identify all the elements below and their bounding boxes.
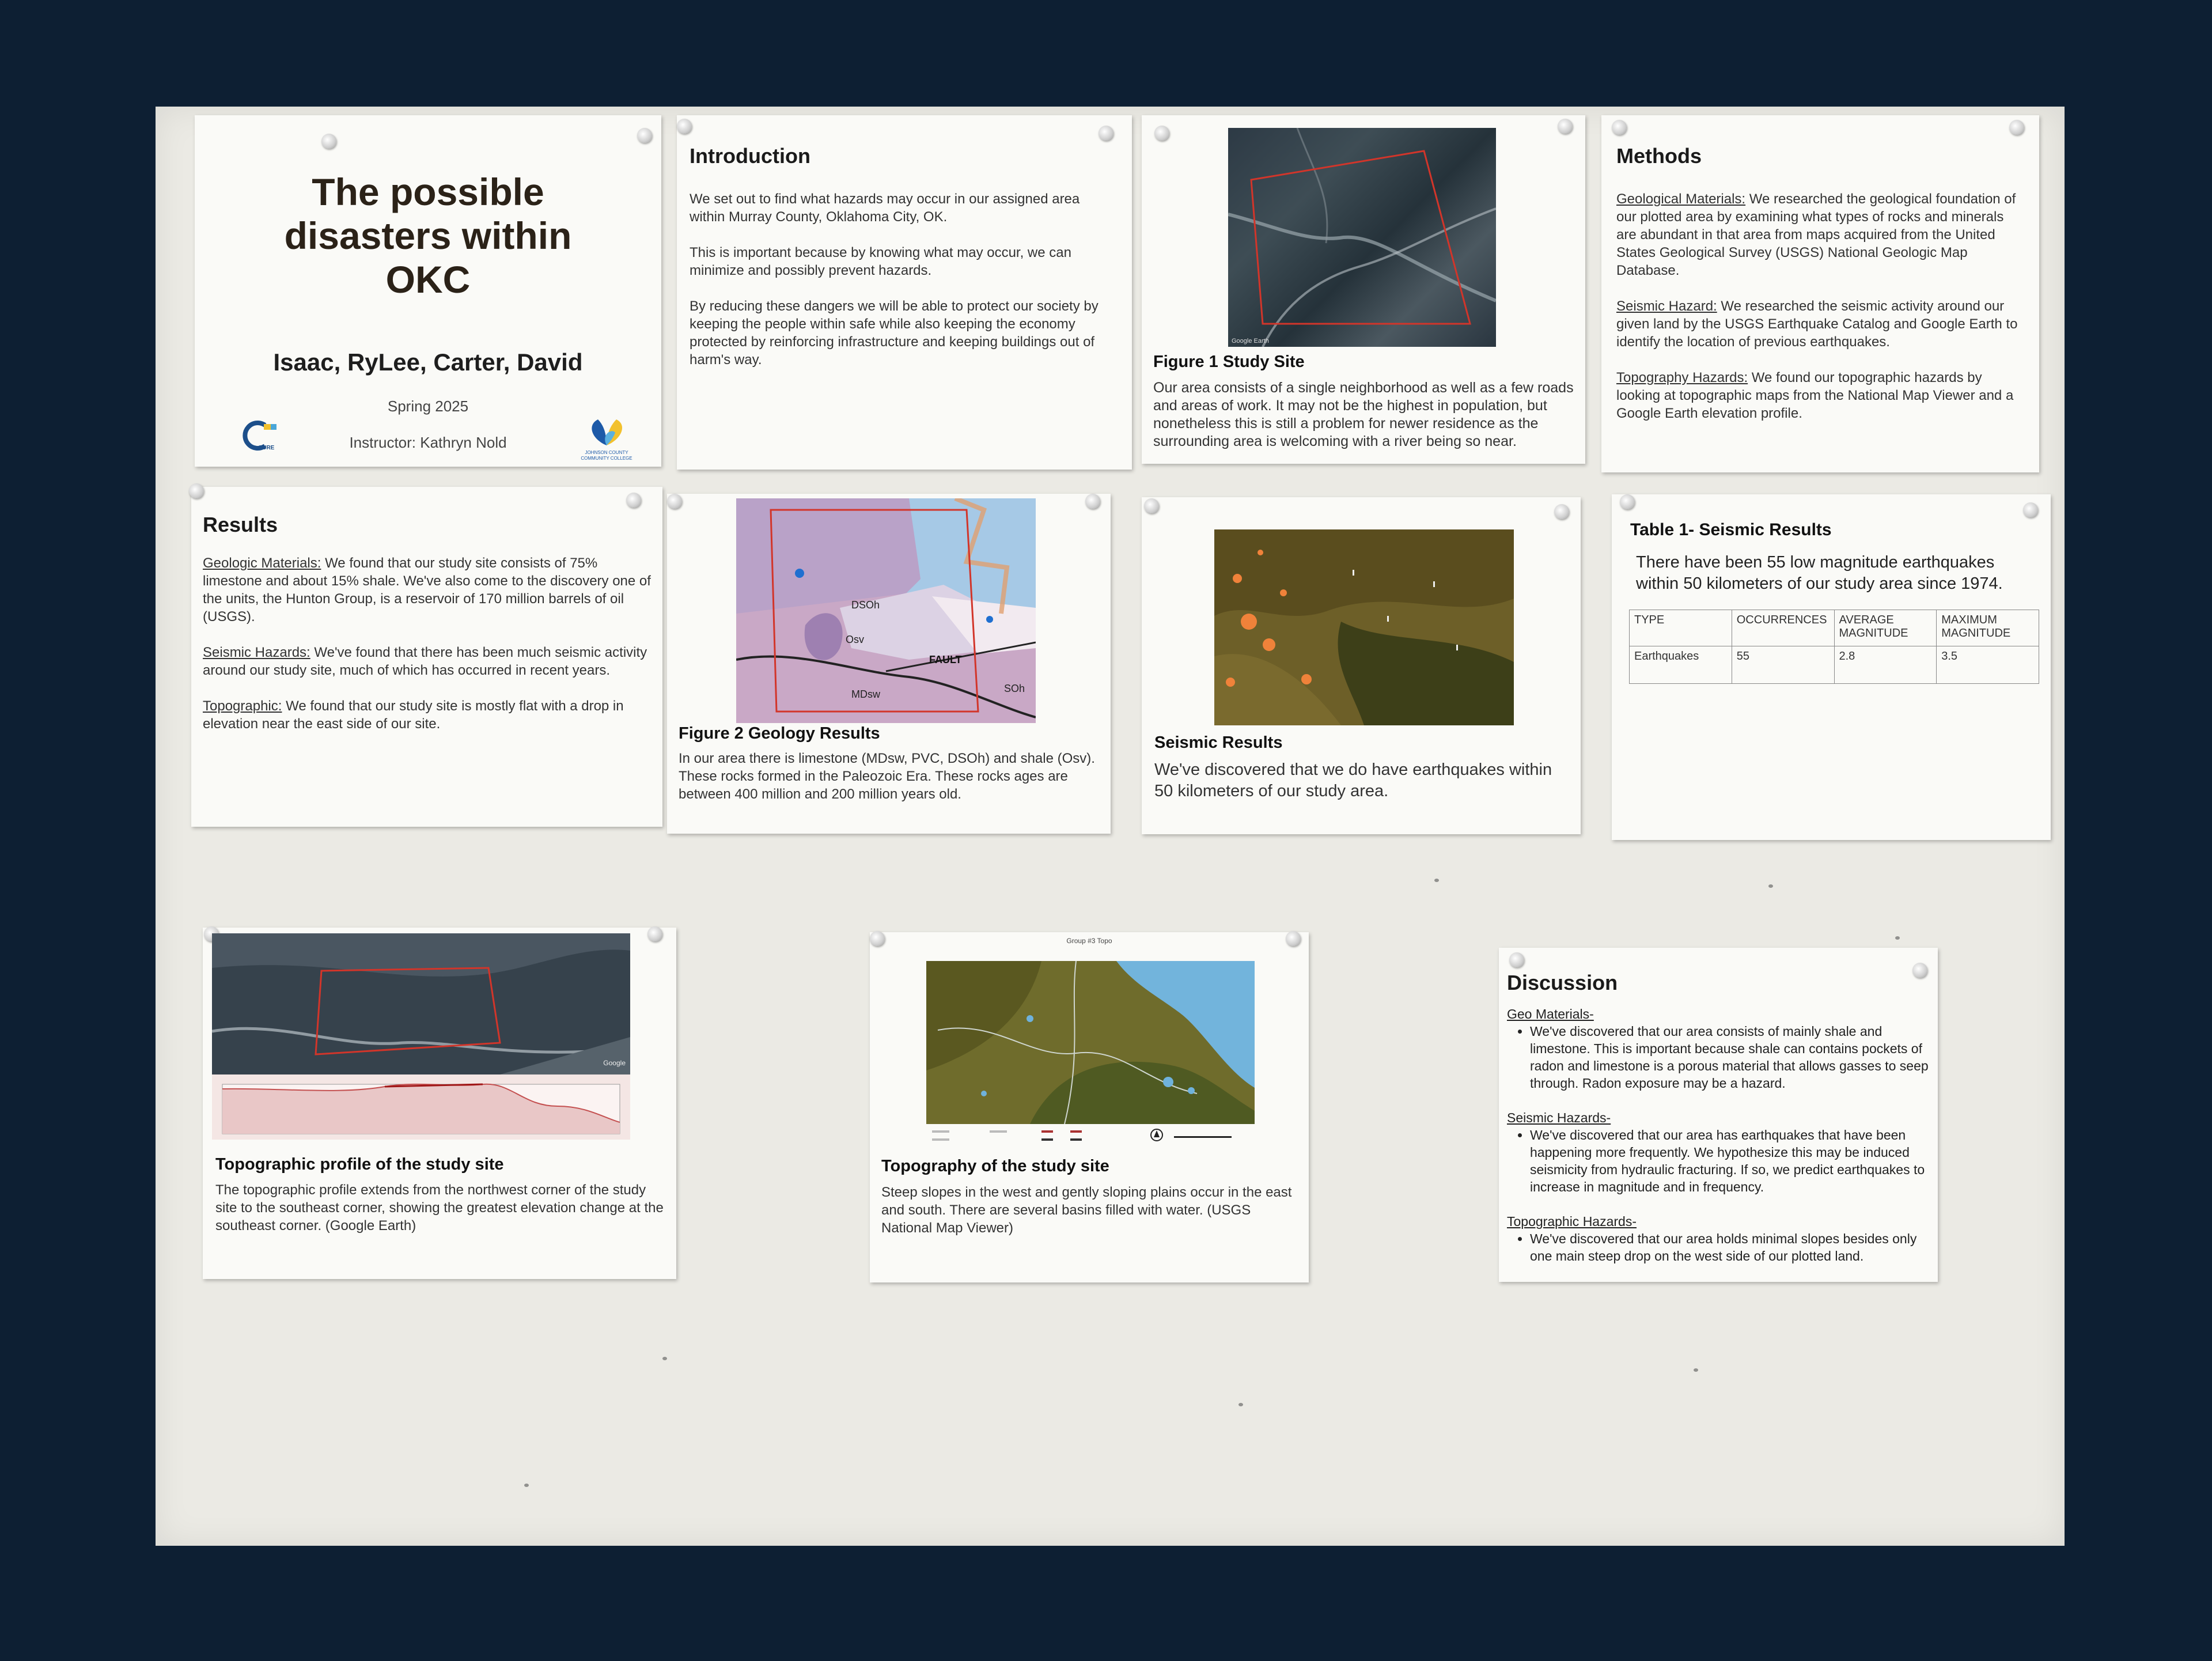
seismic-figure-card <box>1142 497 1581 834</box>
table-header-cell: OCCURRENCES <box>1732 610 1834 646</box>
study-site-satellite-image <box>1228 128 1496 347</box>
discussion-card <box>1499 948 1938 1282</box>
discussion-seismic-list <box>1507 1126 1933 1195</box>
push-pin <box>667 494 682 509</box>
methods-heading: Methods <box>1616 144 1702 168</box>
figure2-title: Figure 2 Geology Results <box>679 724 880 743</box>
figure2-caption: In our area there is limestone (MDsw, PVC, DSOh) and shale (Osv). These rocks formed in the Paleozoic Era. These rocks ages are between 400 million and 200 million years old. <box>679 751 1095 802</box>
board-speck <box>1768 884 1773 888</box>
authors: Isaac, RyLee, Carter, David <box>273 349 583 376</box>
table1-title: Table 1- Seismic Results <box>1630 520 1832 539</box>
push-pin <box>1099 126 1113 141</box>
map-watermark: Google Earth <box>1232 338 1269 345</box>
figure1-card <box>1142 115 1585 464</box>
topo-profile-title: Topographic profile of the study site <box>215 1155 504 1174</box>
topo-profile-caption: The topographic profile extends from the northwest corner of the study site to the southeast corner, showing the greatest elevation change at the southeast corner. (Google Earth) <box>215 1182 664 1234</box>
topography-map-image <box>926 961 1255 1124</box>
push-pin <box>1154 126 1169 141</box>
discussion-seismic-label: Seismic Hazards- <box>1507 1110 1611 1125</box>
geology-map-image <box>736 498 1036 723</box>
board-speck <box>1238 1403 1243 1406</box>
results-geologic-paragraph <box>203 554 652 626</box>
results-topographic-paragraph <box>203 697 652 733</box>
discussion-topographic-label: Topographic Hazards- <box>1507 1214 1637 1229</box>
introduction-paragraph: By reducing these dangers we will be able to protect our society by keeping the people within safe while also keeping the economy protected by reinforcing infrastructure and keeping buildings out of harm's way. <box>690 298 1099 368</box>
introduction-paragraph: We set out to find what hazards may occur in our assigned area within Murray County, Oklahoma City, OK. <box>690 191 1080 225</box>
college-logo <box>572 417 641 463</box>
map-watermark: Google <box>603 1059 626 1067</box>
push-pin <box>1612 120 1627 135</box>
push-pin <box>1558 119 1573 134</box>
results-geologic-label: Geologic Materials: <box>203 555 321 571</box>
push-pin <box>1554 504 1569 519</box>
push-pin <box>2023 502 2038 517</box>
board-speck <box>524 1484 529 1487</box>
results-topographic-label: Topographic: <box>203 698 282 714</box>
results-geologic-text: We found that our study site consists of 75% limestone and about 15% shale. We've also come to the discovery one of the units, the Hunton Group, is a reservoir of 170 million barrels of oil (USGS). <box>203 555 651 625</box>
push-pin <box>1144 498 1159 513</box>
table-header-cell: TYPE <box>1630 610 1732 646</box>
poster-title <box>195 170 661 301</box>
push-pin <box>1912 963 1927 978</box>
discussion-heading: Discussion <box>1507 971 1618 994</box>
table-header-cell: MAXIMUM MAGNITUDE <box>1937 610 2039 646</box>
methods-topography-text: We found our topographic hazards by looking at topographic maps from the National Map Viewer and a Google Earth elevation profile. <box>1616 370 2014 421</box>
methods-seismic-paragraph <box>1616 297 2025 351</box>
figure1-title: Figure 1 Study Site <box>1153 353 1305 371</box>
college-logo-text: JOHNSON COUNTY COMMUNITY COLLEGE <box>581 450 632 461</box>
study-site-map-graphic <box>1228 128 1496 347</box>
map-label-fault: FAULT <box>929 654 962 665</box>
figure2-card <box>667 494 1111 834</box>
board-speck <box>662 1357 667 1360</box>
table-cell: 2.8 <box>1834 646 1937 684</box>
results-card <box>191 487 662 827</box>
methods-topography-label: Topography Hazards: <box>1616 370 1748 385</box>
poster-title-line: OKC <box>385 258 471 301</box>
introduction-card <box>677 115 1132 470</box>
topo-profile-image <box>212 933 630 1140</box>
map-legend-graphic <box>926 1127 1255 1149</box>
geology-map-graphic <box>736 498 1036 723</box>
introduction-body <box>690 190 1116 387</box>
discussion-body <box>1507 1005 1933 1265</box>
seismic-table <box>1629 610 2039 684</box>
table-cell: Earthquakes <box>1630 646 1732 684</box>
discussion-geo-label: Geo Materials- <box>1507 1007 1594 1021</box>
map-label-mdsw: MDsw <box>851 688 880 700</box>
seismic-figure-caption: We've discovered that we do have earthquakes within 50 kilometers of our study area. <box>1154 760 1552 800</box>
push-pin <box>637 128 652 143</box>
seismic-figure-title: Seismic Results <box>1154 733 1283 752</box>
topography-card <box>870 932 1309 1282</box>
board-speck <box>1895 936 1900 940</box>
discussion-topographic-list <box>1507 1230 1933 1265</box>
push-pin <box>1620 494 1635 509</box>
methods-seismic-label: Seismic Hazard: <box>1616 298 1717 314</box>
push-pin <box>321 134 336 149</box>
list-item: • We've discovered that our area has earthquakes that have been happening more frequently. We hypothesize this may be induced seismicity from hydraulic fracturing. If so, we predict earthquakes to increase in magnitude and in frequency. <box>1530 1126 1933 1195</box>
board-speck <box>1434 879 1439 882</box>
topo-profile-graphic <box>212 933 630 1140</box>
table-header-cell: AVERAGE MAGNITUDE <box>1834 610 1937 646</box>
figure1-caption: Our area consists of a single neighborhood as well as a few roads and areas of work. It may not be the highest in population, but nonetheless this is still a problem for newer residence as the surrounding area is welcoming with a river being so near. <box>1153 380 1574 449</box>
methods-geological-label: Geological Materials: <box>1616 191 1746 207</box>
push-pin <box>1509 952 1524 967</box>
results-seismic-paragraph <box>203 644 652 679</box>
term: Spring 2025 <box>387 398 469 415</box>
discussion-geo-list <box>1507 1023 1933 1092</box>
cure-logo <box>242 421 282 455</box>
table-row <box>1630 646 2039 684</box>
map-label-osv: Osv <box>846 634 865 645</box>
introduction-paragraph: This is important because by knowing what may occur, we can minimize and possibly prevent hazards. <box>690 245 1071 278</box>
topography-map-graphic <box>926 961 1255 1124</box>
list-item: • We've discovered that our area consists of mainly shale and limestone. This is important because shale can contains pockets of radon and limestone is a porous material that allows gasses to seep through. Radon exposure may be a hazard. <box>1530 1023 1933 1092</box>
topography-map-title: Group #3 Topo <box>1066 937 1112 945</box>
push-pin <box>2009 120 2024 135</box>
results-body <box>203 554 652 751</box>
list-item: • We've discovered that our area holds minimal slopes besides only one main steep drop on the west side of our plotted land. <box>1530 1230 1933 1265</box>
topo-profile-card <box>203 928 676 1279</box>
seismic-map-graphic <box>1214 529 1514 725</box>
instructor: Instructor: Kathryn Nold <box>349 434 507 451</box>
cure-logo-text: CURE <box>258 445 275 451</box>
poster-title-line: The possible <box>312 171 544 213</box>
map-label-dsoh: DSOh <box>851 599 880 611</box>
methods-geological-paragraph <box>1616 190 2025 279</box>
table1-card <box>1612 494 2051 840</box>
results-heading: Results <box>203 513 278 536</box>
methods-seismic-text: We researched the seismic activity around our given land by the USGS Earthquake Catalog and Google Earth to identify the location of previous earthquakes. <box>1616 298 2018 350</box>
methods-topography-paragraph <box>1616 369 2025 422</box>
results-seismic-text: We've found that there has been much seismic activity around our study site, much of which has occurred in recent years. <box>203 645 647 678</box>
table-cell: 55 <box>1732 646 1834 684</box>
results-topographic-text: We found that our study site is mostly flat with a drop in elevation near the east side of our site. <box>203 698 624 732</box>
push-pin <box>677 119 692 134</box>
methods-body <box>1616 190 2025 440</box>
methods-card <box>1601 115 2039 472</box>
results-seismic-label: Seismic Hazards: <box>203 645 310 660</box>
methods-geological-text: We researched the geological foundation of our plotted area by examining what types of rocks and minerals are abundant in that area from maps acquired from the United States Geological Survey (USGS) National Geologic Map Database. <box>1616 191 2016 278</box>
topography-title: Topography of the study site <box>881 1157 1109 1175</box>
leaf-logo-icon <box>581 417 632 448</box>
table-header-row <box>1630 610 2039 646</box>
introduction-heading: Introduction <box>690 144 810 168</box>
push-pin <box>1085 494 1100 509</box>
table-cell: 3.5 <box>1937 646 2039 684</box>
poster-board <box>156 107 2065 1546</box>
push-pin <box>626 493 641 508</box>
topography-map-legend <box>926 1127 1255 1149</box>
map-label-soh: SOh <box>1004 683 1025 694</box>
board-speck <box>1694 1368 1698 1372</box>
poster-title-line: disasters within <box>284 214 572 257</box>
table1-summary: There have been 55 low magnitude earthquakes within 50 kilometers of our study area since 1974. <box>1636 553 2003 593</box>
topography-caption: Steep slopes in the west and gently sloping plains occur in the east and south. There are several basins filled with water. (USGS National Map Viewer) <box>881 1185 1292 1236</box>
title-card <box>195 115 661 467</box>
push-pin <box>189 483 204 498</box>
seismic-map-image <box>1214 529 1514 725</box>
push-pin <box>647 926 662 941</box>
